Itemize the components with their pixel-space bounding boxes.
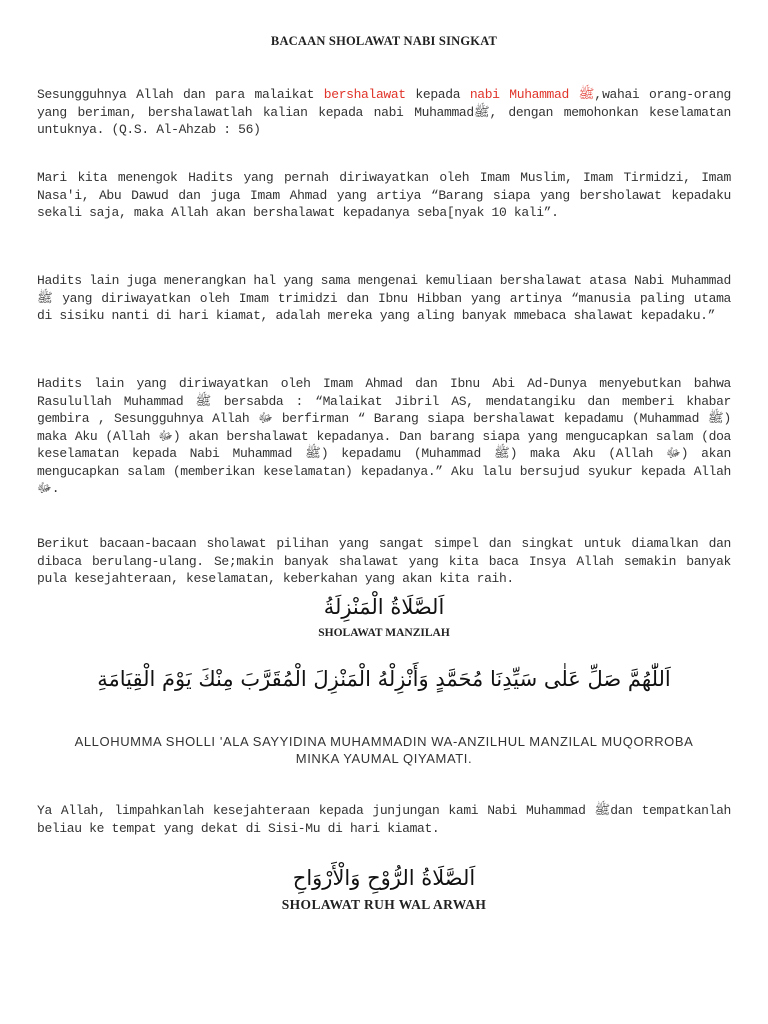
caption-sholawat-ruh-wal-arwah: SHOLAWAT RUH WAL ARWAH [281, 897, 487, 912]
paragraph-hadits-2: Hadits lain juga menerangkan hal yang sama mengenai kemuliaan bershalawat atasa Nabi Muhammad ﷺ yang diriwayatkan oleh Imam trimidzi dan Ibnu Hibban yang artinya “manusia paling utama di sisiku nanti di hari kiamat, adalah mereka yang aling banyak mmebaca shalawat kepadaku.” [37, 273, 731, 323]
intro-text-b: kepada [405, 87, 470, 102]
paragraph-hadits-1: Mari kita menengok Hadits yang pernah diriwayatkan oleh Imam Muslim, Imam Tirmidzi, Imam Nasa'i, Abu Dawud dan juga Imam Ahmad yang artiya “Barang siapa yang bersholawat kepadaku sekali saja, maka Allah akan bershalawat kepadanya seba[nyak 10 kali”. [37, 170, 731, 220]
arabic-title-manzilah: اَلصَّلَاةُ الْمَنْزِلَةُ [323, 595, 445, 619]
paragraph-intro-sholawat: Berikut bacaan-bacaan sholawat pilihan yang sangat simpel dan singkat untuk diamalkan dan dibaca berulang-ulang. Se;makin banyak shalawat yang kita baca Insya Allah semakin banyak pula kesejahteraan, keselamatan, keberkahan yang akan kita raih. [37, 536, 731, 586]
page-title: BACAAN SHOLAWAT NABI SINGKAT [270, 34, 498, 48]
latin-transliteration-manzilah: ALLOHUMMA SHOLLI 'ALA SAYYIDINA MUHAMMADIN WA-ANZILHUL MANZILAL MUQORROBA MINKA YAUMAL QIYAMATI. [74, 734, 694, 766]
intro-text-a: Sesungguhnya Allah dan para malaikat [37, 87, 324, 102]
arabic-title-ruh-wal-arwah: اَلصَّلَاةُ الرُّوْحِ وَالْأَرْوَاحِ [292, 866, 476, 890]
paragraph-hadits-3: Hadits lain yang diriwayatkan oleh Imam Ahmad dan Ibnu Abi Ad-Dunya menyebutkan bahwa Rasulullah Muhammad ﷺ bersabda : “Malaikat Jibril AS, mendatangiku dan memberi khabar gembira , Sesungguhnya Allah ﷻ berfirman “ Barang siapa bershalawat kepadamu (Muhammad ﷺ) maka Aku (Allah ﷻ) akan bershalawat kepadanya. Dan barang siapa yang mengucapkan salam (doa keselamatan kepada Nabi Muhammad ﷺ) kepadamu (Muhammad ﷺ) maka Aku (Allah ﷻ) akan mengucapkan salam (memberikan keselamatan) kepadanya.” Aku lalu bersujud syukur kepada Allah ﷻ. [37, 376, 731, 496]
translation-manzilah: Ya Allah, limpahkanlah kesejahteraan kepada junjungan kami Nabi Muhammad ﷺdan tempatkanlah beliau ke tempat yang dekat di Sisi-Mu di hari kiamat. [37, 803, 731, 836]
link-bershalawat[interactable]: bershalawat [323, 87, 406, 102]
intro-text-c: ,wahai orang-orang yang beriman, bershalawatlah kalian kepada nabi Muhammadﷺ, dengan memohonkan keselamatan untuknya. (Q.S. Al-Ahzab : 56) [37, 87, 731, 137]
caption-sholawat-manzilah: SHOLAWAT MANZILAH [318, 627, 450, 639]
arabic-text-manzilah: اَللّٰهُمَّ صَلِّ عَلٰى سَيِّدِنَا مُحَمَّدٍ وَأَنْزِلْهُ الْمَنْزِلَ الْمُقَرَّبَ مِنْكَ يَوْمَ الْقِيَامَةِ [97, 667, 671, 691]
link-nabi-muhammad[interactable]: nabi Muhammad ﷺ [469, 87, 595, 102]
paragraph-intro [37, 86, 731, 139]
